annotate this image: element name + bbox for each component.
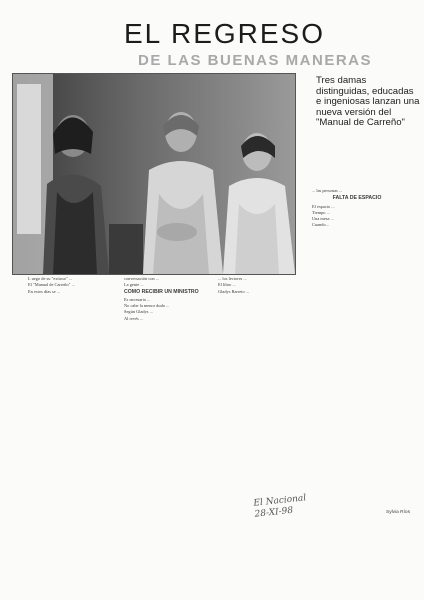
article-byline: Sylvia Ríos <box>386 510 410 515</box>
paragraph: Es necesario ... <box>124 296 151 302</box>
paragraph: El "Manual de Carreño" ... <box>28 282 75 288</box>
paragraph: Tiempo ... <box>312 209 330 215</box>
article-title: EL REGRESO <box>124 18 326 49</box>
paragraph: Gladys Barreto ... <box>218 288 250 294</box>
handwritten-source-note <box>253 493 308 520</box>
paragraph: Al revés ... <box>124 315 144 321</box>
article-subtitle: DE LAS BUENAS MANERAS <box>138 52 373 69</box>
section-heading: COMO RECIBIR UN MINISTRO <box>124 288 199 295</box>
paragraph: ... los lectores ... <box>218 276 247 281</box>
paragraph: ... las personas ... <box>312 188 343 193</box>
paragraph: La gente ... <box>124 282 144 288</box>
article-column-3 <box>218 276 304 488</box>
paragraph: L uego de su "exitoso" ... <box>28 276 73 281</box>
handwritten-date: 28-XI-98 <box>254 505 294 520</box>
article-column-2 <box>124 276 210 488</box>
paragraph: conversación con ... <box>124 276 159 281</box>
paragraph: Cuando... <box>312 222 329 228</box>
handwritten-source: El Nacional <box>252 493 307 509</box>
paragraph: Una mesa ... <box>312 216 334 222</box>
paragraph: En estos días se ... <box>28 288 61 294</box>
paragraph: No cabe la menor duda ... <box>124 303 170 309</box>
section-heading: FALTA DE ESPACIO <box>332 195 382 202</box>
paragraph: El libro ... <box>218 282 236 288</box>
paragraph: El espacio ... <box>312 203 335 209</box>
article-photo <box>12 73 296 275</box>
article-column-1 <box>28 276 116 488</box>
photo-illustration <box>13 74 295 274</box>
paragraph: Según Gladys ... <box>124 309 153 315</box>
article-column-4 <box>312 188 402 506</box>
article-lede: Tres damas distinguidas, educadas e ingeniosas lanzan una nueva versión del "Manual de Carreño" <box>316 75 420 129</box>
